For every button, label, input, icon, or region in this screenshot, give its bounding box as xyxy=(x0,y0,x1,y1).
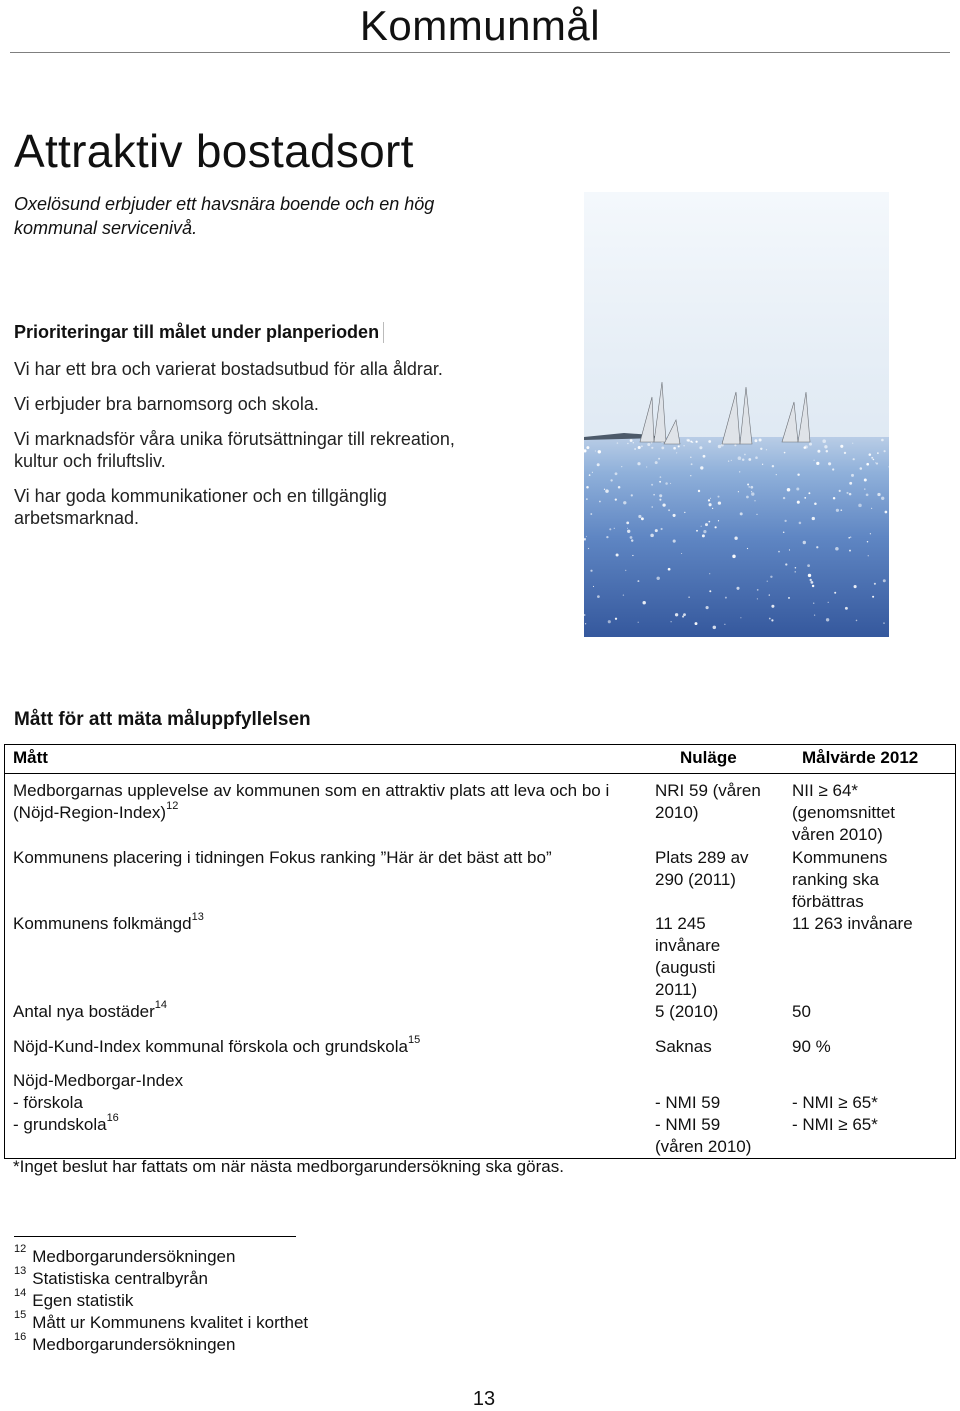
table-row-target: Kommunens ranking ska förbättras xyxy=(792,848,888,911)
table-row-target: 90 % xyxy=(792,1037,831,1056)
priority-item: Vi marknadsför våra unika förutsättningar till rekreation, kultur och friluftsliv. xyxy=(14,429,455,471)
priority-item: Vi har ett bra och varierat bostadsutbud för alla åldrar. xyxy=(14,359,443,379)
priority-item: Vi erbjuder bra barnomsorg och skola. xyxy=(14,394,319,414)
table-row-measure: Medborgarnas upplevelse av kommunen som en attraktiv plats att leva och bo i (Nöjd-Region-Index)$^{12}$ xyxy=(13,781,610,822)
table-row-target: 11 263 invånare xyxy=(792,914,913,933)
page-header-title: Kommunmål xyxy=(359,2,601,49)
table-row-current: Plats 289 av 290 (2011) xyxy=(655,848,749,889)
table-row-measure: Antal nya bostäder$^{14}$ xyxy=(13,999,168,1021)
section-title: Attraktiv bostadsort xyxy=(14,125,414,177)
table-row-current: 11 245 invånare (augusti 2011) xyxy=(655,914,721,999)
sailboats-on-sea-photo-icon xyxy=(584,192,889,637)
footnote-item: $^{13}$ Statistiska centralbyrån xyxy=(14,1265,208,1288)
measures-heading: Mått för att mäta måluppfyllelsen xyxy=(14,709,311,730)
priority-item: Vi har goda kommunikationer och en tillgänglig arbetsmarknad. xyxy=(14,486,387,528)
footnote-item: $^{15}$ Mått ur Kommunens kvalitet i korthet xyxy=(14,1309,309,1332)
table-row-target: - NMI ≥ 65* - NMI ≥ 65* xyxy=(792,1093,878,1134)
footnote-item: $^{12}$ Medborgarundersökningen xyxy=(14,1243,236,1266)
footnotes-list xyxy=(14,1243,309,1356)
footnote-item: $^{14}$ Egen statistik xyxy=(14,1287,134,1310)
table-row-measure: Kommunens folkmängd$^{13}$ xyxy=(13,911,204,933)
header-divider xyxy=(10,52,950,53)
table-row-current: 5 (2010) xyxy=(655,1002,719,1021)
table-row-measure: Nöjd-Medborgar-Index - förskola - grundskola$^{16}$ xyxy=(13,1071,184,1134)
priorities-heading: Prioriteringar till målet under planperioden xyxy=(14,322,384,343)
column-header-target: Målvärde 2012 xyxy=(802,748,919,767)
table-row-target: NII ≥ 64* (genomsnittet våren 2010) xyxy=(792,781,895,844)
measures-table xyxy=(4,744,956,1176)
table-row-measure: Nöjd-Kund-Index kommunal förskola och grundskola$^{15}$ xyxy=(13,1034,421,1056)
priorities-list xyxy=(14,358,474,542)
column-header-current: Nuläge xyxy=(680,748,737,767)
footnote-item: $^{16}$ Medborgarundersökningen xyxy=(14,1331,236,1354)
table-note: *Inget beslut har fattats om när nästa medborgarundersökning ska göras. xyxy=(13,1157,564,1176)
footnote-divider xyxy=(14,1236,296,1237)
table-row-current: - NMI 59 - NMI 59 (våren 2010) xyxy=(655,1093,752,1156)
header-divider xyxy=(5,773,955,774)
table-row-current: NRI 59 (våren 2010) xyxy=(655,781,761,822)
table-row-target: 50 xyxy=(792,1002,811,1021)
section-lead: Oxelösund erbjuder ett havsnära boende och en hög kommunal servicenivå. xyxy=(14,194,435,238)
sailboats-sea-photo xyxy=(584,192,889,637)
page-number: 13 xyxy=(472,1388,496,1410)
table-row-current: Saknas xyxy=(655,1037,712,1056)
table-row-measure: Kommunens placering i tidningen Fokus ranking ”Här är det bäst att bo” xyxy=(13,848,552,867)
column-header-measure: Mått xyxy=(13,748,48,767)
